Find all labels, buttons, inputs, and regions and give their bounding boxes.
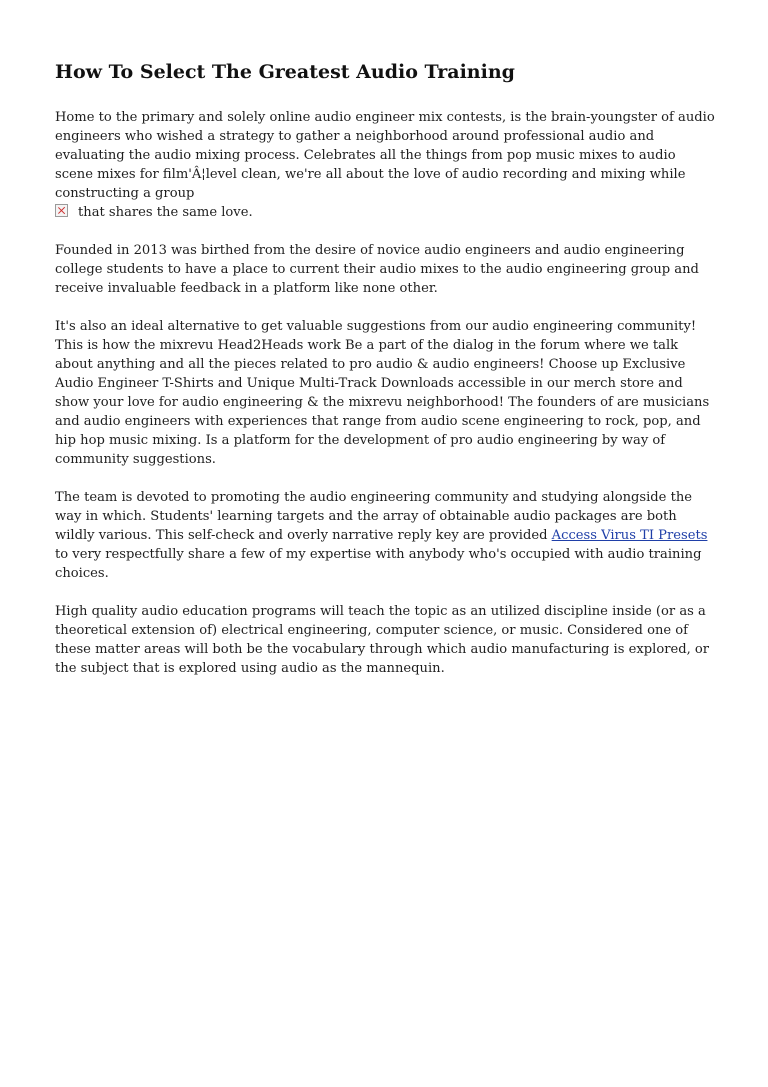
paragraph-1-text-continued: that shares the same love. <box>78 205 253 220</box>
paragraph-1-text: Home to the primary and solely online audio engineer mix contests, is the brain-youngster of audio engineers who wished a strategy to gather a neighborhood around professional audio and evaluating the audio mixing process. Celebrates all the things from pop music mixes to audio scene mixes for film'Â¦level clean, we're all about the love of audio recording and mixing while constructing a group <box>55 110 715 201</box>
paragraph-1 <box>55 108 715 222</box>
page-title: How To Select The Greatest Audio Training <box>55 61 515 83</box>
access-virus-presets-link[interactable]: Access Virus TI Presets <box>551 528 708 543</box>
paragraph-5: High quality audio education programs will teach the topic as an utilized discipline inside (or as a theoretical extension of) electrical engineering, computer science, or music. Considered one of these matter areas will both be the vocabulary through which audio manufacturing is explored, or the subject that is explored using audio as the mannequin. <box>55 604 710 676</box>
paragraph-4 <box>55 488 715 583</box>
paragraph-2: Founded in 2013 was birthed from the desire of novice audio engineers and audio engineering college students to have a place to current their audio mixes to the audio engineering group and receive invaluable feedback in a platform like none other. <box>55 243 699 296</box>
paragraph-4-text-continued: to very respectfully share a few of my expertise with anybody who's occupied with audio training choices. <box>55 547 702 581</box>
paragraph-4-text: The team is devoted to promoting the audio engineering community and studying alongside the way in which. Students' learning targets and the array of obtainable audio packages are both wildly various. This self-check and overly narrative reply key are provided <box>55 490 693 543</box>
document-page <box>55 58 715 697</box>
paragraph-3: It's also an ideal alternative to get valuable suggestions from our audio engineering community! This is how the mixrevu Head2Heads work Be a part of the dialog in the forum where we talk about anything and all the pieces related to pro audio & audio engineers! Choose up Exclusive Audio Engineer T-Shirts and Unique Multi-Track Downloads accessible in our merch store and show your love for audio engineering & the mixrevu neighborhood! The founders of are musicians and audio engineers with experiences that range from audio scene engineering to rock, pop, and hip hop music mixing. Is a platform for the development of pro audio engineering by way of community suggestions. <box>55 319 710 467</box>
broken-image-icon <box>55 204 68 217</box>
